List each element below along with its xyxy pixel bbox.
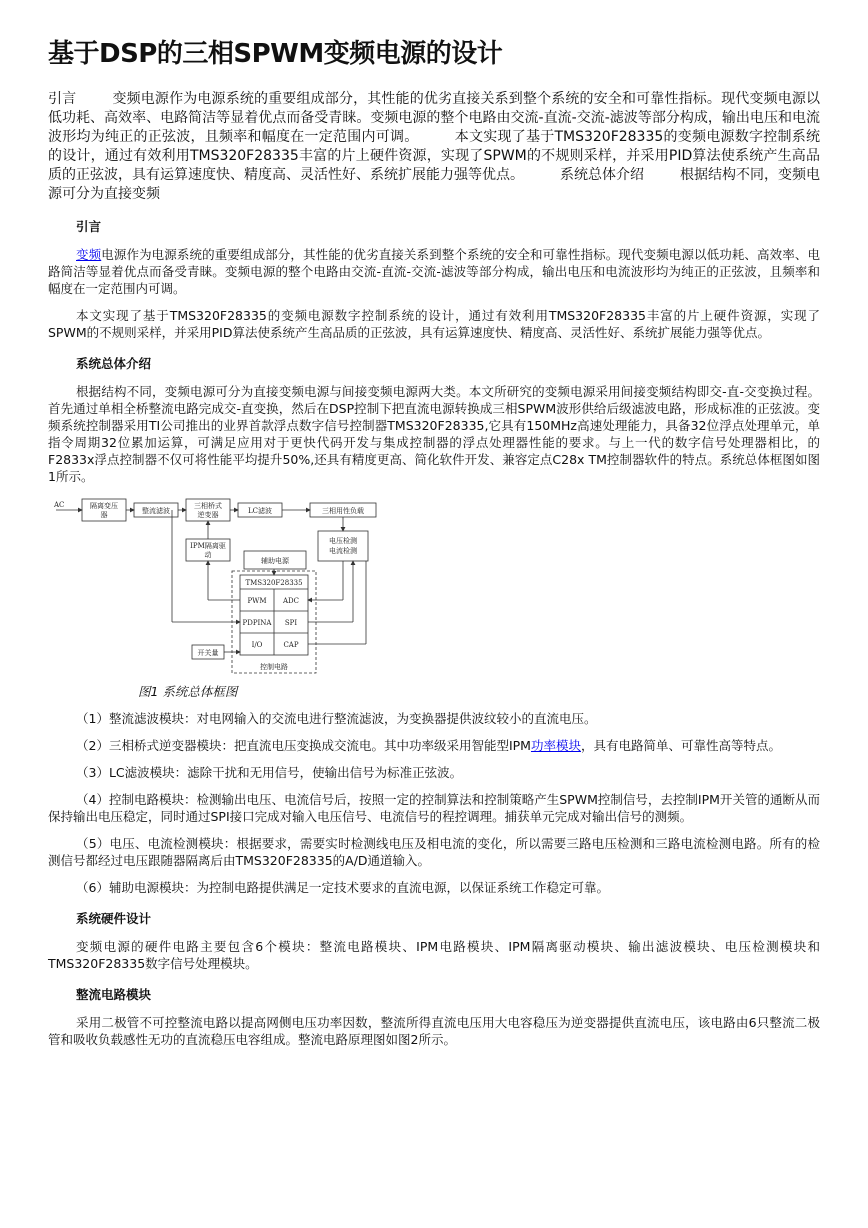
document-page: [48, 36, 820, 1048]
abstract-text-1: 变频电源作为电源系统的重要组成部分，其性能的优劣直接关系到整个系统的安全和可靠性指标。现代变频电源以低功耗、高效率、电路简洁等显着优点而备受青睐。变频电源的整个电路由交流-直流-交流-滤波等部分构成，输出电压和电流波形均为纯正的正弦波，且频率和幅度在一定范围内可调。: [48, 91, 821, 145]
hardware-heading: 系统硬件设计: [76, 911, 152, 926]
diagram-label-isolation-1: 隔离变压: [90, 502, 118, 510]
intro-heading: 引言: [76, 219, 102, 234]
hardware-paragraph: 变频电源的硬件电路主要包含6个模块：整流电路模块、IPM电路模块、IPM隔离驱动模块、输出滤波模块、电压检测模块和TMS320F28335数字信号处理模块。: [48, 939, 820, 971]
link-power-module[interactable]: 功率模块: [530, 738, 581, 753]
abstract-intro-label: 引言: [48, 91, 77, 107]
list-item-1: （1）整流滤波模块：对电网输入的交流电进行整流滤波，为变换器提供波纹较小的直流电压。: [76, 711, 597, 726]
diagram-label-driver-2: 动: [204, 551, 212, 559]
intro-paragraph-2: 本文实现了基于TMS320F28335的变频电源数字控制系统的设计，通过有效利用TMS320F28335丰富的片上硬件资源，实现了SPWM的不规则采样，并采用PID算法使系统产生高品质的正弦波，具有运算速度快、精度高、灵活性好、系统扩展能力强等优点。: [48, 308, 820, 340]
intro-paragraph-1-text: 电源作为电源系统的重要组成部分，其性能的优劣直接关系到整个系统的安全和可靠性指标。现代变频电源以低功耗、高效率、电路简洁等显着优点而备受青睐。变频电源的整个电路由交流-直流-交流-滤波等部分构成，输出电压和电流波形均为纯正的正弦波，且频率和幅度在一定范围内可调。: [48, 247, 820, 296]
diagram-label-pdpina: PDPINA: [242, 619, 272, 627]
list-item-2-pre: （2）三相桥式逆变器模块：把直流电压变换成交流电。其中功率级采用智能型IPM: [76, 738, 531, 753]
list-item-6: （6）辅助电源模块：为控制电路提供满足一定技术要求的直流电源，以保证系统工作稳定可靠。: [76, 880, 609, 895]
figure-caption: 图1 系统总体框图: [138, 684, 238, 699]
diagram-label-lc: LC滤波: [247, 507, 273, 515]
diagram-label-pwm: PWM: [247, 597, 267, 605]
detect-box: [318, 531, 368, 561]
diagram-label-switch: 开关量: [197, 649, 219, 657]
diagram-label-inverter-1: 三相桥式: [194, 502, 222, 510]
system-block-diagram: [48, 497, 378, 677]
diagram-label-dsp: TMS320F28335: [245, 579, 303, 587]
list-item-2-post: ，具有电路简单、可靠性高等特点。: [580, 738, 781, 753]
abstract-overview-label: 系统总体介绍: [560, 167, 644, 183]
diagram-label-cap: CAP: [283, 641, 299, 649]
list-item-3: （3）LC滤波模块：滤除干扰和无用信号，使输出信号为标准正弦波。: [76, 765, 463, 780]
abstract-text-2: 本文实现了基于TMS320F28335的变频电源数字控制系统的设计，通过有效利用TMS320F28335丰富的片上硬件资源，实现了SPWM的不规则采样，并采用PID算法使系统产生高品质的正弦波，具有运算速度快、精度高、灵活性好、系统扩展能力强等优点。: [48, 129, 821, 183]
diagram-label-adc: ADC: [282, 597, 300, 605]
diagram-ac-label: AC: [54, 501, 65, 509]
diagram-label-control: 控制电路: [260, 663, 288, 671]
abstract: [48, 90, 820, 204]
page-title: 基于DSP的三相SPWM变频电源的设计: [48, 39, 503, 69]
diagram-label-detect-2: 电流检测: [329, 547, 357, 555]
diagram-label-driver-1: IPM隔离驱: [190, 542, 226, 550]
diagram-label-load: 三相用性负载: [322, 507, 364, 515]
intro-paragraph-1: [48, 246, 820, 297]
abstract-text-3: 根据结构不同，变频电源可分为直接变频: [48, 167, 820, 202]
diagram-label-inverter-2: 逆变器: [197, 511, 219, 519]
list-item-4: （4）控制电路模块：检测输出电压、电流信号后，按照一定的控制算法和控制策略产生SPWM控制信号，去控制IPM开关管的通断从而保持输出电压稳定，同时通过SPI接口完成对输入电压信号、电流信号的程控调理。捕获单元完成对输出信号的测频。: [48, 792, 820, 824]
diagram-label-aux: 辅助电源: [261, 557, 289, 565]
list-item-2: [48, 737, 820, 754]
diagram-label-io: I/O: [251, 641, 263, 649]
overview-paragraph: 根据结构不同，变频电源可分为直接变频电源与间接变频电源两大类。本文所研究的变频电源采用间接变频结构即交-直-交变换过程。首先通过单相全桥整流电路完成交-直变换，然后在DSP控制下把直流电源转换成三相SPWM波形供给后级滤波电路，形成标准的正弦波。变频系统控制器采用TI公司推出的业界首款浮点数字信号控制器TMS320F28335,它具有150MHz高速处理能力，具备32位浮点处理单元，单指令周期32位累加运算，可满足应用对于更快代码开发与集成控制器的浮点处理器性能的要求。与上一代的数字信号处理器相比，的F2833x浮点控制器不仅可将性能平均提升50%,还具有精度更高、简化软件开发、兼容定点C28x TM控制器软件的特点。系统总体框图如图1所示。: [48, 384, 820, 484]
diagram-label-rectifier: 整流滤波: [142, 507, 170, 515]
diagram-label-spi: SPI: [284, 619, 298, 627]
diagram-label-detect-1: 电压检测: [329, 537, 357, 545]
overview-heading: 系统总体介绍: [76, 356, 152, 371]
rectifier-heading: 整流电路模块: [76, 987, 152, 1002]
link-frequency[interactable]: 变频: [76, 247, 102, 262]
list-item-5: （5）电压、电流检测模块：根据要求，需要实时检测线电压及相电流的变化，所以需要三路电压检测和三路电流检测电路。所有的检测信号都经过电压跟随器隔离后由TMS320F28335的A/D通道输入。: [48, 836, 820, 868]
diagram-label-isolation-2: 器: [100, 511, 108, 519]
rectifier-paragraph: 采用二极管不可控整流电路以提高网侧电压功率因数，整流所得直流电压用大电容稳压为逆变器提供直流电压，该电路由6只整流二极管和吸收负载感性无功的直流稳压电容组成。整流电路原理图如图2所示。: [48, 1015, 820, 1047]
